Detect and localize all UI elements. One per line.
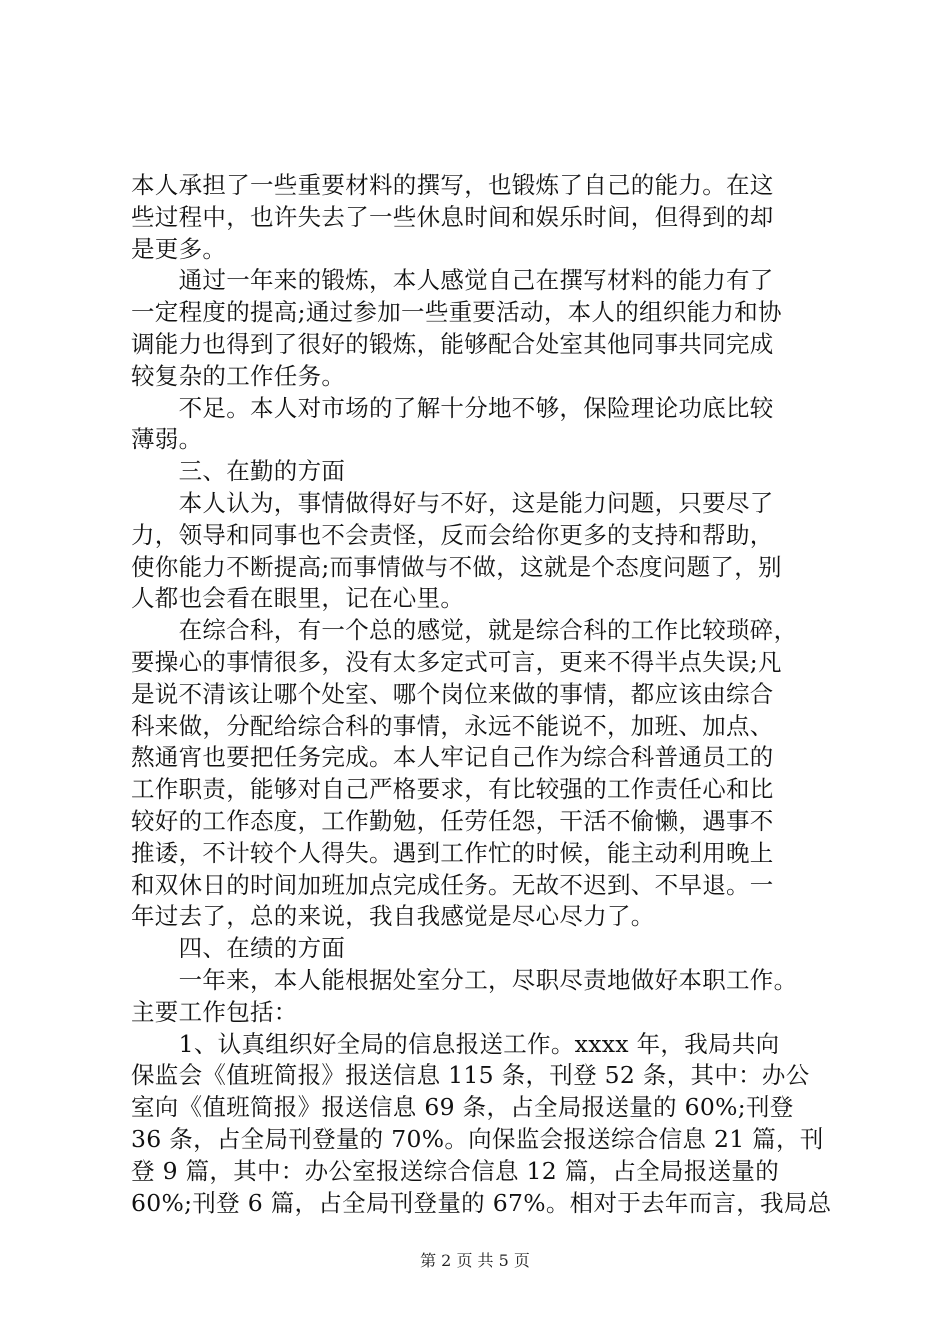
text-line: 薄弱。	[131, 425, 203, 454]
text-line: 60%;刊登 6 篇，占全局刊登量的 67%。相对于去年而言，我局总	[131, 1188, 832, 1217]
text-line: 和双休日的时间加班加点完成任务。无故不迟到、不早退。一	[131, 870, 774, 899]
text-line: 不足。本人对市场的了解十分地不够，保险理论功底比较	[131, 393, 774, 422]
text-line: 保监会《值班简报》报送信息 115 条，刊登 52 条，其中：办公	[131, 1061, 810, 1090]
text-line: 力，领导和同事也不会责怪，反而会给你更多的支持和帮助，	[131, 520, 774, 549]
text-line: 1、认真组织好全局的信息报送工作。xxxx 年，我局共向	[131, 1029, 780, 1058]
section-heading: 四、在绩的方面	[131, 934, 346, 963]
text-line: 工作职责，能够对自己严格要求，有比较强的工作责任心和比	[131, 775, 774, 804]
page-number-footer: 第 2 页 共 5 页	[420, 1251, 530, 1270]
text-line: 科来做，分配给综合科的事情，永远不能说不，加班、加点、	[131, 711, 774, 740]
text-line: 较好的工作态度，工作勤勉，任劳任怨，干活不偷懒，遇事不	[131, 806, 774, 835]
text-line: 通过一年来的锻炼，本人感觉自己在撰写材料的能力有了	[131, 266, 774, 295]
text-line: 推诿，不计较个人得失。遇到工作忙的时候，能主动利用晚上	[131, 838, 774, 867]
text-line: 登 9 篇，其中：办公室报送综合信息 12 篇，占全局报送量的	[131, 1156, 780, 1185]
text-line: 在综合科，有一个总的感觉，就是综合科的工作比较琐碎，	[131, 616, 798, 645]
text-line: 一年来，本人能根据处室分工，尽职尽责地做好本职工作。	[131, 965, 798, 994]
text-line: 人都也会看在眼里，记在心里。	[131, 584, 465, 613]
text-line: 本人承担了一些重要材料的撰写，也锻炼了自己的能力。在这	[131, 171, 774, 199]
text-line: 些过程中，也许失去了一些休息时间和娱乐时间，但得到的却	[131, 202, 774, 231]
text-line: 调能力也得到了很好的锻炼，能够配合处室其他同事共同完成	[131, 329, 774, 358]
text-line: 一定程度的提高;通过参加一些重要活动，本人的组织能力和协	[131, 298, 782, 327]
text-line: 是更多。	[131, 234, 227, 263]
text-line: 主要工作包括：	[131, 997, 298, 1026]
text-line: 熬通宵也要把任务完成。本人牢记自己作为综合科普通员工的	[131, 743, 774, 772]
body-text	[131, 170, 841, 1219]
text-line: 室向《值班简报》报送信息 69 条，占全局报送量的 60%;刊登	[131, 1093, 794, 1122]
text-line: 使你能力不断提高;而事情做与不做，这就是个态度问题了，别	[131, 552, 782, 581]
text-line: 36 条，占全局刊登量的 70%。向保监会报送综合信息 21 篇，刊	[131, 1124, 824, 1153]
section-heading: 三、在勤的方面	[131, 457, 346, 486]
text-line: 年过去了，总的来说，我自我感觉是尽心尽力了。	[131, 902, 655, 931]
text-line: 是说不清该让哪个处室、哪个岗位来做的事情，都应该由综合	[131, 679, 774, 708]
text-line: 本人认为，事情做得好与不好，这是能力问题，只要尽了	[131, 488, 774, 517]
text-line: 较复杂的工作任务。	[131, 361, 346, 390]
text-line: 要操心的事情很多，没有太多定式可言，更来不得半点失误;凡	[131, 647, 782, 676]
